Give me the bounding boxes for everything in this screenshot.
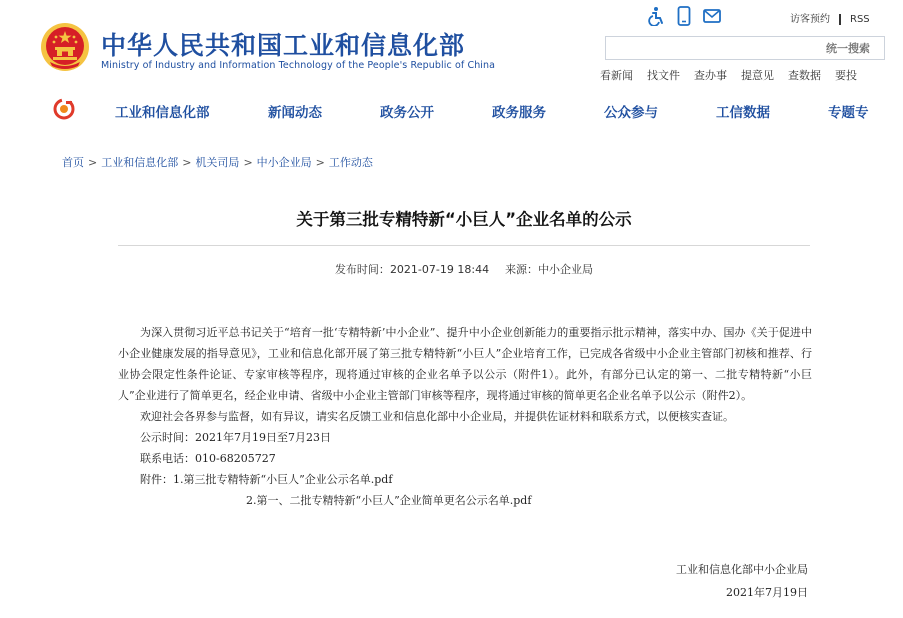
mobile-icon[interactable] xyxy=(675,6,693,26)
article-body xyxy=(118,322,812,511)
attachment-link-1[interactable]: 附件：1.第三批专精特新“小巨人”企业公示名单.pdf xyxy=(140,473,393,486)
breadcrumb-separator: > xyxy=(243,156,253,169)
article-title: 关于第三批专精特新“小巨人”企业名单的公示 xyxy=(296,210,632,229)
site-title[interactable]: 中华人民共和国工业和信息化部 xyxy=(101,31,466,60)
breadcrumb-separator: > xyxy=(182,156,192,169)
breadcrumb-departments[interactable]: 机关司局 xyxy=(195,156,240,169)
breadcrumb-separator: > xyxy=(88,156,98,169)
nav-item-miit[interactable]: 工业和信息化部 xyxy=(115,105,210,121)
nav-item-special-topics[interactable]: 专题专 xyxy=(828,105,869,121)
main-nav xyxy=(0,90,903,130)
quick-link-data[interactable]: 查数据 xyxy=(788,69,821,82)
article-meta xyxy=(118,261,810,277)
contact-phone: 联系电话：010-68205727 xyxy=(140,452,276,465)
nav-item-news[interactable]: 新闻动态 xyxy=(268,105,322,121)
publicity-period: 公示时间：2021年7月19日至7月23日 xyxy=(140,431,331,444)
nav-item-government-affairs[interactable]: 政务公开 xyxy=(380,105,434,121)
breadcrumb-miit[interactable]: 工业和信息化部 xyxy=(101,156,179,169)
mail-icon[interactable] xyxy=(703,6,721,26)
title-divider xyxy=(118,245,810,246)
breadcrumb-separator: > xyxy=(315,156,325,169)
signature-organization: 工业和信息化部中小企业局 xyxy=(676,563,808,576)
body-paragraph-1: 为深入贯彻习近平总书记关于“培育一批‘专精特新’中小企业”、提升中小企业创新能力的重要指示批示精神，落实中办、国办《关于促进中小企业健康发展的指导意见》，工业和信息化部开展了第三批专精特新“小巨人”企业培育工作，已完成各省级中小企业主管部门初核和推荐、行业协会限定性条件论证、专家审核等程序，现将通过审核的企业名单予以公示（附件1）。此外，有部分已认定的第一、二批专精特新“小巨人”企业进行了简单更名，经企业申请、省级中小企业主管部门审核等程序，现将通过审核的简单更名企业名单予以公示（附件2）。 xyxy=(118,326,812,402)
body-paragraph-2: 欢迎社会各界参与监督，如有异议，请实名反馈工业和信息化部中小企业局，并提供佐证材料和联系方式，以便核实查证。 xyxy=(140,410,734,423)
accessibility-icon[interactable] xyxy=(647,6,665,26)
source-value: 中小企业局 xyxy=(538,263,594,276)
nav-item-data[interactable]: 工信数据 xyxy=(716,105,770,121)
attachment-link-2[interactable]: 2.第一、二批专精特新“小巨人”企业简单更名公示名单.pdf xyxy=(246,494,532,507)
breadcrumb-home[interactable]: 首页 xyxy=(62,156,84,169)
breadcrumb-sme-bureau[interactable]: 中小企业局 xyxy=(256,156,312,169)
nav-item-public-participation[interactable]: 公众参与 xyxy=(604,105,658,121)
top-icon-bar xyxy=(647,6,721,26)
breadcrumb-work-news[interactable]: 工作动态 xyxy=(328,156,373,169)
miit-logo-icon[interactable] xyxy=(53,98,75,120)
top-links xyxy=(790,10,870,25)
source-label: 来源： xyxy=(505,263,539,276)
quick-link-documents[interactable]: 找文件 xyxy=(647,69,680,82)
publish-time: 2021-07-19 18:44 xyxy=(389,263,490,276)
site-header xyxy=(0,0,903,88)
publish-label: 发布时间： xyxy=(334,263,390,276)
quick-link-complaint[interactable]: 要投 xyxy=(835,69,857,82)
rss-link[interactable]: RSS xyxy=(850,14,870,25)
quick-links xyxy=(600,67,857,83)
national-emblem-icon[interactable] xyxy=(40,22,90,72)
site-subtitle: Ministry of Industry and Information Technology of the People's Republic of China xyxy=(101,60,496,71)
quick-link-feedback[interactable]: 提意见 xyxy=(741,69,774,82)
search-input[interactable] xyxy=(605,36,885,60)
visitor-appointment-link[interactable]: 访客预约 xyxy=(790,14,830,25)
top-link-divider xyxy=(839,14,841,25)
quick-link-services[interactable]: 查办事 xyxy=(694,69,727,82)
quick-link-news[interactable]: 看新闻 xyxy=(600,69,633,82)
nav-item-services[interactable]: 政务服务 xyxy=(492,105,546,121)
signature-date: 2021年7月19日 xyxy=(726,586,808,599)
search-button[interactable]: 统一搜索 xyxy=(826,42,870,55)
breadcrumb xyxy=(62,154,373,170)
